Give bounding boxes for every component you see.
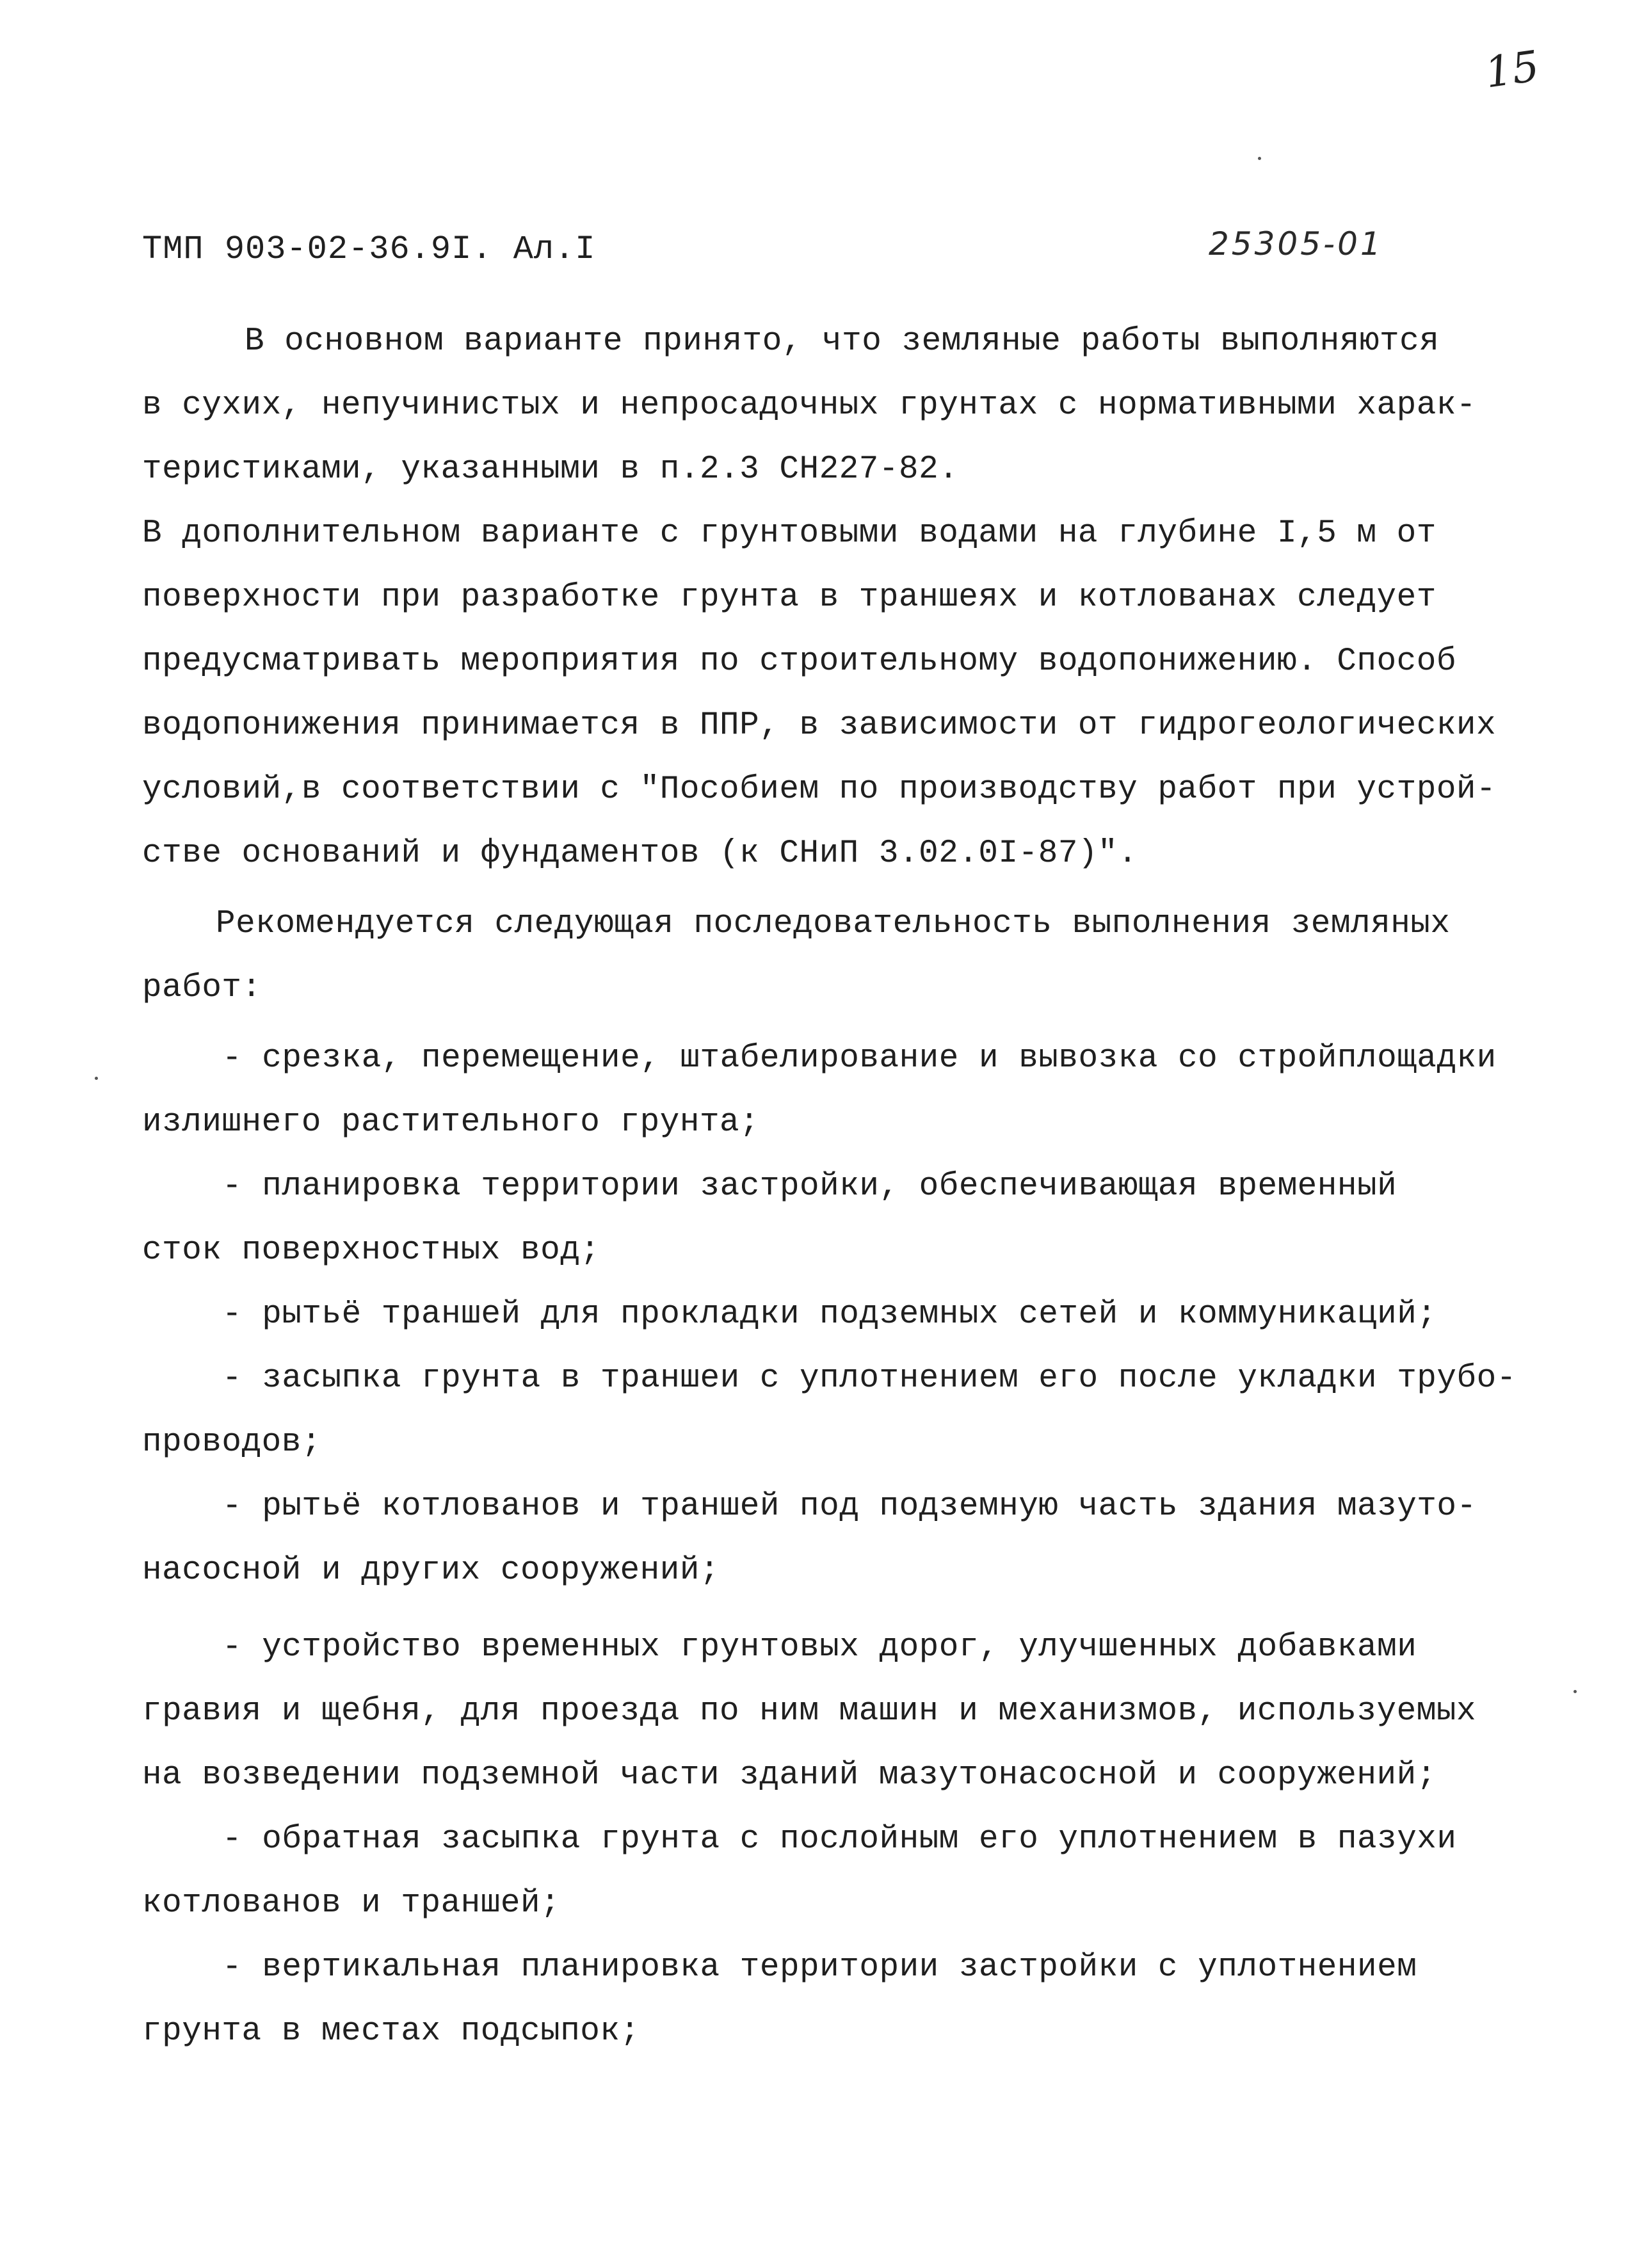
list-item: - обратная засыпка грунта с послойным его уплотнением в пазухи xyxy=(222,1821,1457,1858)
list-item: - засыпка грунта в траншеи с уплотнением его после укладки трубо- xyxy=(222,1360,1517,1397)
list-item: - вертикальная планировка территории застройки с уплотнением xyxy=(222,1949,1417,1986)
list-item-continuation: на возведении подземной части зданий мазутонасосной и сооружений; xyxy=(142,1757,1437,1794)
text-line: в сухих, непучинистых и непросадочных грунтах с нормативными харак- xyxy=(142,387,1477,424)
text-line: теристиками, указанными в п.2.3 СН227-82. xyxy=(142,451,959,488)
text-line: водопонижения принимается в ППР, в зависимости от гидрогеологических xyxy=(142,707,1497,744)
registration-number: 25305-01 xyxy=(1209,225,1383,262)
list-item: - рытьё котлованов и траншей под подземную часть здания мазуто- xyxy=(222,1488,1477,1525)
scan-speck xyxy=(1258,157,1261,160)
scan-speck xyxy=(95,1077,98,1080)
list-item: - устройство временных грунтовых дорог, улучшенных добавками xyxy=(222,1629,1417,1666)
page-number: 15 xyxy=(1482,41,1542,98)
text-line: работ: xyxy=(142,970,262,1006)
text-line: предусматривать мероприятия по строительному водопонижению. Способ xyxy=(142,643,1456,680)
document-code: ТМП 903-02-36.9I. Ал.I xyxy=(142,230,596,268)
list-item-continuation: котлованов и траншей; xyxy=(142,1885,561,1922)
list-item-continuation: гравия и щебня, для проезда по ним машин и механизмов, используемых xyxy=(142,1693,1477,1730)
text-line: стве оснований и фундаментов (к СНиП 3.02.0I-87)". xyxy=(142,835,1138,872)
list-item-continuation: проводов; xyxy=(142,1424,321,1461)
text-line: условий,в соответствии с "Пособием по производству работ при устрой- xyxy=(142,771,1497,808)
list-item-continuation: грунта в местах подсыпок; xyxy=(142,2013,640,2050)
text-line: В дополнительном варианте с грунтовыми водами на глубине I,5 м от xyxy=(142,515,1437,552)
list-item: - срезка, перемещение, штабелирование и вывозка со стройплощадки xyxy=(222,1040,1497,1077)
list-item-continuation: насосной и других сооружений; xyxy=(142,1552,720,1589)
text-line: поверхности при разработке грунта в траншеях и котлованах следует xyxy=(142,579,1437,616)
text-line: В основном варианте принято, что земляные работы выполняются xyxy=(245,323,1440,360)
list-item-continuation: сток поверхностных вод; xyxy=(142,1232,600,1269)
text-line: Рекомендуется следующая последовательность выполнения земляных xyxy=(216,906,1451,942)
list-item: - планировка территории застройки, обеспечивающая временный xyxy=(222,1168,1397,1205)
list-item: - рытьё траншей для прокладки подземных сетей и коммуникаций; xyxy=(222,1296,1437,1333)
list-item-continuation: излишнего растительного грунта; xyxy=(142,1104,760,1141)
scan-speck xyxy=(1574,1690,1577,1693)
